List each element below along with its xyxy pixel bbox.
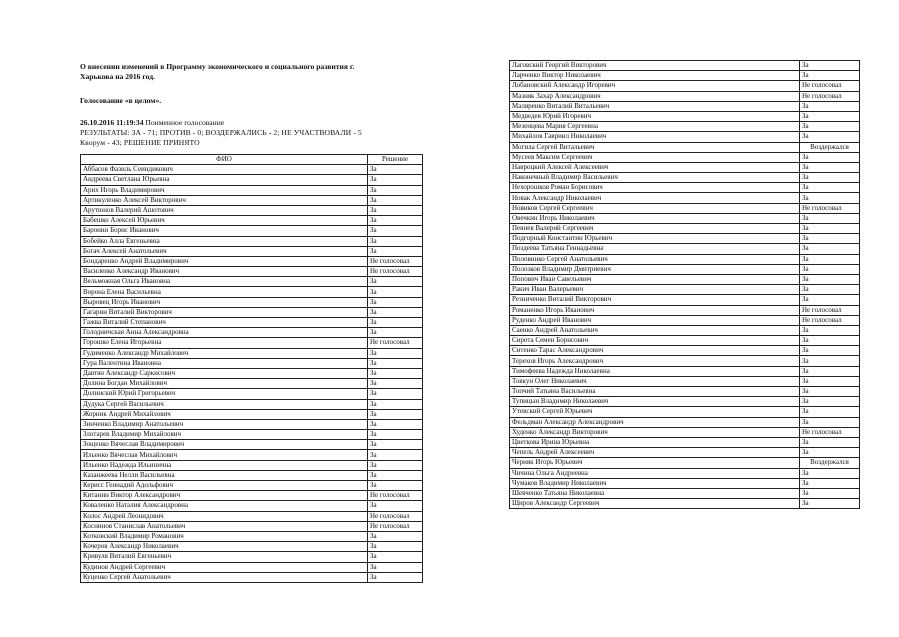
deputy-name: Михайлов Гавриил Николаевич [510, 132, 800, 142]
table-row [510, 285, 860, 295]
vote-decision: За [800, 264, 860, 274]
vote-decision: За [368, 175, 423, 185]
vote-decision: Не голосовал [800, 427, 860, 437]
vote-decision: За [800, 101, 860, 111]
table-header-row [81, 155, 423, 165]
vote-decision: За [368, 277, 423, 287]
table-row [81, 470, 423, 480]
table-row [81, 542, 423, 552]
vote-decision: Не голосовал [368, 491, 423, 501]
vote-decision: Не голосовал [368, 267, 423, 277]
vote-decision: За [368, 450, 423, 460]
vote-decision: За [800, 376, 860, 386]
deputy-name: Арутюнов Валерий Ашотович [81, 205, 368, 215]
vote-decision: За [800, 468, 860, 478]
vote-decision: За [800, 295, 860, 305]
table-row [81, 419, 423, 429]
table-row [81, 297, 423, 307]
deputy-name: Мезенцева Мария Сергеевна [510, 122, 800, 132]
deputy-name: Выровец Игорь Иванович [81, 297, 368, 307]
vote-decision: За [368, 460, 423, 470]
vote-decision: За [368, 328, 423, 338]
vote-quorum: Кворум - 43; РЕШЕНИЕ ПРИНЯТО [80, 138, 200, 147]
vote-meta [80, 118, 420, 128]
table-row [510, 397, 860, 407]
table-row [81, 318, 423, 328]
deputy-name: Андреева Светлана Юрьевна [81, 175, 368, 185]
table-row [81, 399, 423, 409]
table-row [510, 142, 860, 152]
deputy-name: Чичина Ольга Андреевна [510, 468, 800, 478]
vote-decision: За [368, 195, 423, 205]
deputy-name: Щиров Александр Сергеевич [510, 499, 800, 509]
vote-decision: За [368, 409, 423, 419]
table-row [81, 552, 423, 562]
table-row [81, 226, 423, 236]
vote-decision: За [800, 417, 860, 427]
table-row [510, 213, 860, 223]
vote-decision: За [368, 318, 423, 328]
deputy-name: Саенко Андрей Анатольевич [510, 325, 800, 335]
vote-decision: Не голосовал [368, 521, 423, 531]
table-row [510, 346, 860, 356]
table-row [81, 165, 423, 175]
vote-decision: За [800, 478, 860, 488]
table-row [510, 295, 860, 305]
deputy-name: Худенко Александр Викторович [510, 427, 800, 437]
table-row [510, 274, 860, 284]
table-row [81, 460, 423, 470]
vote-decision: За [368, 165, 423, 175]
deputy-name: Романенко Игорь Иванович [510, 305, 800, 315]
vote-decision: За [368, 501, 423, 511]
header-decision: Решение [368, 155, 423, 165]
table-row [510, 315, 860, 325]
deputy-name: Богач Алексей Анатольевич [81, 246, 368, 256]
deputy-name: Арих Игорь Владимирович [81, 185, 368, 195]
vote-decision: За [800, 407, 860, 417]
deputy-name: Подгорный Константин Юрьевич [510, 234, 800, 244]
deputy-name: Баронин Борис Иванович [81, 226, 368, 236]
table-row [510, 478, 860, 488]
vote-decision: Не голосовал [800, 203, 860, 213]
vote-decision: За [368, 481, 423, 491]
votes-table-right [509, 60, 860, 509]
deputy-name: Гудименко Александр Михайлович [81, 348, 368, 358]
table-row [81, 175, 423, 185]
vote-decision: За [800, 285, 860, 295]
vote-decision: Не голосовал [800, 81, 860, 91]
table-row [510, 152, 860, 162]
deputy-name: Артикуленко Алексей Викторович [81, 195, 368, 205]
vote-decision: За [368, 246, 423, 256]
vote-decision: За [368, 185, 423, 195]
table-row [81, 246, 423, 256]
vote-decision: За [800, 336, 860, 346]
vote-decision: За [800, 274, 860, 284]
deputy-name: Котковский Владимир Романович [81, 531, 368, 541]
table-row [81, 368, 423, 378]
document-header [80, 62, 420, 148]
table-row [510, 101, 860, 111]
deputy-name: Кудинов Андрей Сергеевич [81, 562, 368, 572]
vote-decision: За [368, 552, 423, 562]
title-line: Харькова на 2016 год. [80, 72, 155, 81]
table-row [510, 417, 860, 427]
deputy-name: Наконечный Владимир Васильевич [510, 173, 800, 183]
vote-decision: За [800, 193, 860, 203]
deputy-name: Китанин Виктор Александрович [81, 491, 368, 501]
deputy-name: Цветкова Ирина Юрьевна [510, 437, 800, 447]
table-row [81, 531, 423, 541]
vote-decision: За [368, 226, 423, 236]
table-row [510, 407, 860, 417]
vote-decision: За [800, 122, 860, 132]
vote-decision: За [368, 368, 423, 378]
vote-decision: Не голосовал [368, 338, 423, 348]
vote-decision: За [368, 358, 423, 368]
deputy-name: Казанжеева Нелли Васильевна [81, 470, 368, 480]
deputy-name: Сирота Семен Борисович [510, 336, 800, 346]
deputy-name: Ларченко Виктор Николаевич [510, 71, 800, 81]
vote-decision: За [368, 430, 423, 440]
deputy-name: Василенко Александр Иванович [81, 267, 368, 277]
deputy-name: Долина Богдан Михайлович [81, 379, 368, 389]
table-row [81, 501, 423, 511]
deputy-name: Полозков Владимир Дмитриевич [510, 264, 800, 274]
table-row [510, 468, 860, 478]
table-row [81, 562, 423, 572]
deputy-name: Топчий Татьяна Васильевна [510, 387, 800, 397]
vote-decision: За [368, 399, 423, 409]
deputy-name: Жорник Андрей Михайлович [81, 409, 368, 419]
deputy-name: Долинский Юрий Григорьевич [81, 389, 368, 399]
vote-type: Поименное голосование [145, 118, 225, 127]
vote-decision: За [800, 224, 860, 234]
table-row [510, 61, 860, 71]
deputy-name: Медведев Юрий Игоревич [510, 111, 800, 121]
header-name: ФИО [81, 155, 368, 165]
deputy-name: Чумаков Владимир Николаевич [510, 478, 800, 488]
vote-decision: За [368, 348, 423, 358]
vote-decision: За [368, 562, 423, 572]
deputy-name: Ильенко Надежда Ильинична [81, 460, 368, 470]
vote-decision: Не голосовал [800, 315, 860, 325]
deputy-name: Ракич Иван Валерьевич [510, 285, 800, 295]
deputy-name: Руденко Андрей Иванович [510, 315, 800, 325]
deputy-name: Товкун Олег Николаевич [510, 376, 800, 386]
table-row [81, 430, 423, 440]
vote-decision: За [800, 387, 860, 397]
deputy-name: Черняк Игорь Юрьевич [510, 458, 800, 468]
deputy-name: Давтян Александр Саркисович [81, 368, 368, 378]
vote-decision: За [800, 325, 860, 335]
vote-decision: За [368, 440, 423, 450]
deputy-name: Коваленко Наталия Александровна [81, 501, 368, 511]
table-row [510, 203, 860, 213]
vote-decision: Не голосовал [800, 91, 860, 101]
vote-decision: За [800, 356, 860, 366]
vote-decision: За [368, 216, 423, 226]
table-row [510, 91, 860, 101]
deputy-name: Нехорошков Роман Борисович [510, 183, 800, 193]
table-row [81, 572, 423, 582]
table-row [510, 234, 860, 244]
deputy-name: Овечкин Игорь Николаевич [510, 213, 800, 223]
deputy-name: Фельдман Александр Александрович [510, 417, 800, 427]
vote-decision: За [800, 162, 860, 172]
table-row [510, 81, 860, 91]
table-row [510, 173, 860, 183]
vote-decision: За [368, 470, 423, 480]
deputy-name: Ситенко Тарас Александрович [510, 346, 800, 356]
table-row [510, 325, 860, 335]
table-row [81, 358, 423, 368]
deputy-name: Кочеров Александр Николаевич [81, 542, 368, 552]
table-row [510, 448, 860, 458]
deputy-name: Лаговский Георгий Викторович [510, 61, 800, 71]
deputy-name: Гагарин Виталий Викторович [81, 307, 368, 317]
deputy-name: Утевский Сергей Юрьевич [510, 407, 800, 417]
vote-decision: Воздержался [800, 458, 860, 468]
table-row [81, 440, 423, 450]
table-row [510, 336, 860, 346]
deputy-name: Поздеева Татьяна Геннадьевна [510, 244, 800, 254]
vote-datetime: 26.10.2016 11:19:34 [80, 118, 144, 127]
deputy-name: Ильенко Вячеслав Михайлович [81, 450, 368, 460]
table-row [510, 376, 860, 386]
deputy-name: Маляренко Виталий Витальевич [510, 101, 800, 111]
vote-decision: За [800, 234, 860, 244]
deputy-name: Резниченко Виталий Викторович [510, 295, 800, 305]
table-row [510, 458, 860, 468]
vote-decision: За [800, 254, 860, 264]
table-row [510, 244, 860, 254]
vote-decision: За [368, 379, 423, 389]
deputy-name: Голодничская Анна Александровна [81, 328, 368, 338]
deputy-name: Аббасов Фазиль Сеиндикович [81, 165, 368, 175]
vote-decision: За [368, 287, 423, 297]
deputy-name: Керисс Геннадий Адольфович [81, 481, 368, 491]
deputy-name: Новиков Сергей Сергеевич [510, 203, 800, 213]
vote-decision: Не голосовал [368, 511, 423, 521]
deputy-name: Тупицын Владимир Николаевич [510, 397, 800, 407]
table-row [81, 277, 423, 287]
table-row [510, 132, 860, 142]
table-row [510, 122, 860, 132]
vote-decision: За [800, 111, 860, 121]
table-row [81, 216, 423, 226]
vote-decision: За [800, 132, 860, 142]
table-row [510, 254, 860, 264]
table-row [81, 185, 423, 195]
vote-decision: За [800, 213, 860, 223]
deputy-name: Певнев Валерий Сергеевич [510, 224, 800, 234]
deputy-name: Бабешко Алексей Юрьевич [81, 216, 368, 226]
table-row [510, 111, 860, 121]
deputy-name: Шевченко Татьяна Николаевна [510, 488, 800, 498]
table-row [81, 450, 423, 460]
vote-decision: За [368, 572, 423, 582]
vote-decision: За [368, 236, 423, 246]
deputy-name: Зощенко Вячеслав Владимирович [81, 440, 368, 450]
deputy-name: Лобановский Александр Игоревич [510, 81, 800, 91]
vote-kind: Голосование «в целом». [80, 96, 162, 105]
deputy-name: Чепель Андрей Алексеевич [510, 448, 800, 458]
vote-decision: За [368, 419, 423, 429]
vote-results: РЕЗУЛЬТАТЫ: ЗА - 71; ПРОТИВ - 0; ВОЗДЕРЖАЛИСЬ - 2; НЕ УЧАСТВОВАЛИ - 5 [80, 128, 362, 137]
table-row [81, 287, 423, 297]
deputy-name: Коснинов Станислав Анатольевич [81, 521, 368, 531]
table-row [81, 205, 423, 215]
vote-decision: За [800, 397, 860, 407]
deputy-name: Зинченко Владимир Анатольевич [81, 419, 368, 429]
vote-decision: Не голосовал [368, 256, 423, 266]
table-row [81, 307, 423, 317]
table-row [510, 264, 860, 274]
deputy-name: Кривуля Виталий Евгеньевич [81, 552, 368, 562]
deputy-name: Дудука Сергей Васильевич [81, 399, 368, 409]
table-row [510, 488, 860, 498]
vote-decision: Воздержался [800, 142, 860, 152]
table-row [81, 267, 423, 277]
document-title [80, 62, 420, 82]
table-row [81, 328, 423, 338]
title-line: О внесении изменений в Программу экономического и социального развития г. [80, 62, 355, 71]
deputy-name: Могила Сергей Витальевич [510, 142, 800, 152]
vote-decision: За [800, 244, 860, 254]
deputy-name: Мазняк Захар Александрович [510, 91, 800, 101]
table-row [510, 162, 860, 172]
vote-decision: За [368, 389, 423, 399]
table-row [510, 499, 860, 509]
deputy-name: Бобейко Алла Евгеньевна [81, 236, 368, 246]
table-row [81, 195, 423, 205]
vote-decision: За [800, 61, 860, 71]
table-row [81, 511, 423, 521]
deputy-name: Вельможная Ольга Ивановна [81, 277, 368, 287]
vote-decision: Не голосовал [800, 305, 860, 315]
vote-decision: За [368, 205, 423, 215]
vote-decision: За [800, 346, 860, 356]
deputy-name: Горошко Елена Игорьевна [81, 338, 368, 348]
vote-decision: За [800, 366, 860, 376]
deputy-name: Гажва Виталий Степанович [81, 318, 368, 328]
table-row [81, 481, 423, 491]
vote-decision: За [800, 173, 860, 183]
vote-decision: За [800, 71, 860, 81]
table-row [81, 379, 423, 389]
deputy-name: Гура Валентина Ивановна [81, 358, 368, 368]
table-row [81, 256, 423, 266]
vote-decision: За [800, 183, 860, 193]
deputy-name: Колос Андрей Леонидович [81, 511, 368, 521]
table-row [510, 437, 860, 447]
deputy-name: Злотарев Владимир Михайлович [81, 430, 368, 440]
table-row [510, 183, 860, 193]
deputy-name: Бондаренко Андрей Владимирович [81, 256, 368, 266]
deputy-name: Новак Александр Николаевич [510, 193, 800, 203]
table-row [81, 521, 423, 531]
votes-table-left [80, 154, 423, 583]
table-row [81, 389, 423, 399]
deputy-name: Ворона Елена Васильевна [81, 287, 368, 297]
deputy-name: Попович Иван Савельевич [510, 274, 800, 284]
vote-decision: За [368, 542, 423, 552]
table-row [81, 236, 423, 246]
table-row [81, 348, 423, 358]
vote-decision: За [800, 499, 860, 509]
table-row [510, 427, 860, 437]
deputy-name: Терехов Игорь Александрович [510, 356, 800, 366]
vote-decision: За [800, 152, 860, 162]
vote-decision: За [800, 448, 860, 458]
vote-decision: За [368, 297, 423, 307]
table-row [81, 409, 423, 419]
table-row [510, 71, 860, 81]
table-row [510, 356, 860, 366]
table-row [510, 366, 860, 376]
table-row [510, 305, 860, 315]
vote-decision: За [800, 437, 860, 447]
deputy-name: Тимофеева Надежда Николаевна [510, 366, 800, 376]
table-row [81, 338, 423, 348]
table-row [510, 387, 860, 397]
table-row [510, 193, 860, 203]
deputy-name: Навроцкий Алексей Алексеевич [510, 162, 800, 172]
deputy-name: Мусеев Максим Сергеевич [510, 152, 800, 162]
deputy-name: Куценко Сергей Анатольевич [81, 572, 368, 582]
table-row [81, 491, 423, 501]
vote-decision: За [368, 307, 423, 317]
deputy-name: Половинко Сергей Анатольевич [510, 254, 800, 264]
table-row [510, 224, 860, 234]
vote-decision: За [800, 488, 860, 498]
vote-decision: За [368, 531, 423, 541]
